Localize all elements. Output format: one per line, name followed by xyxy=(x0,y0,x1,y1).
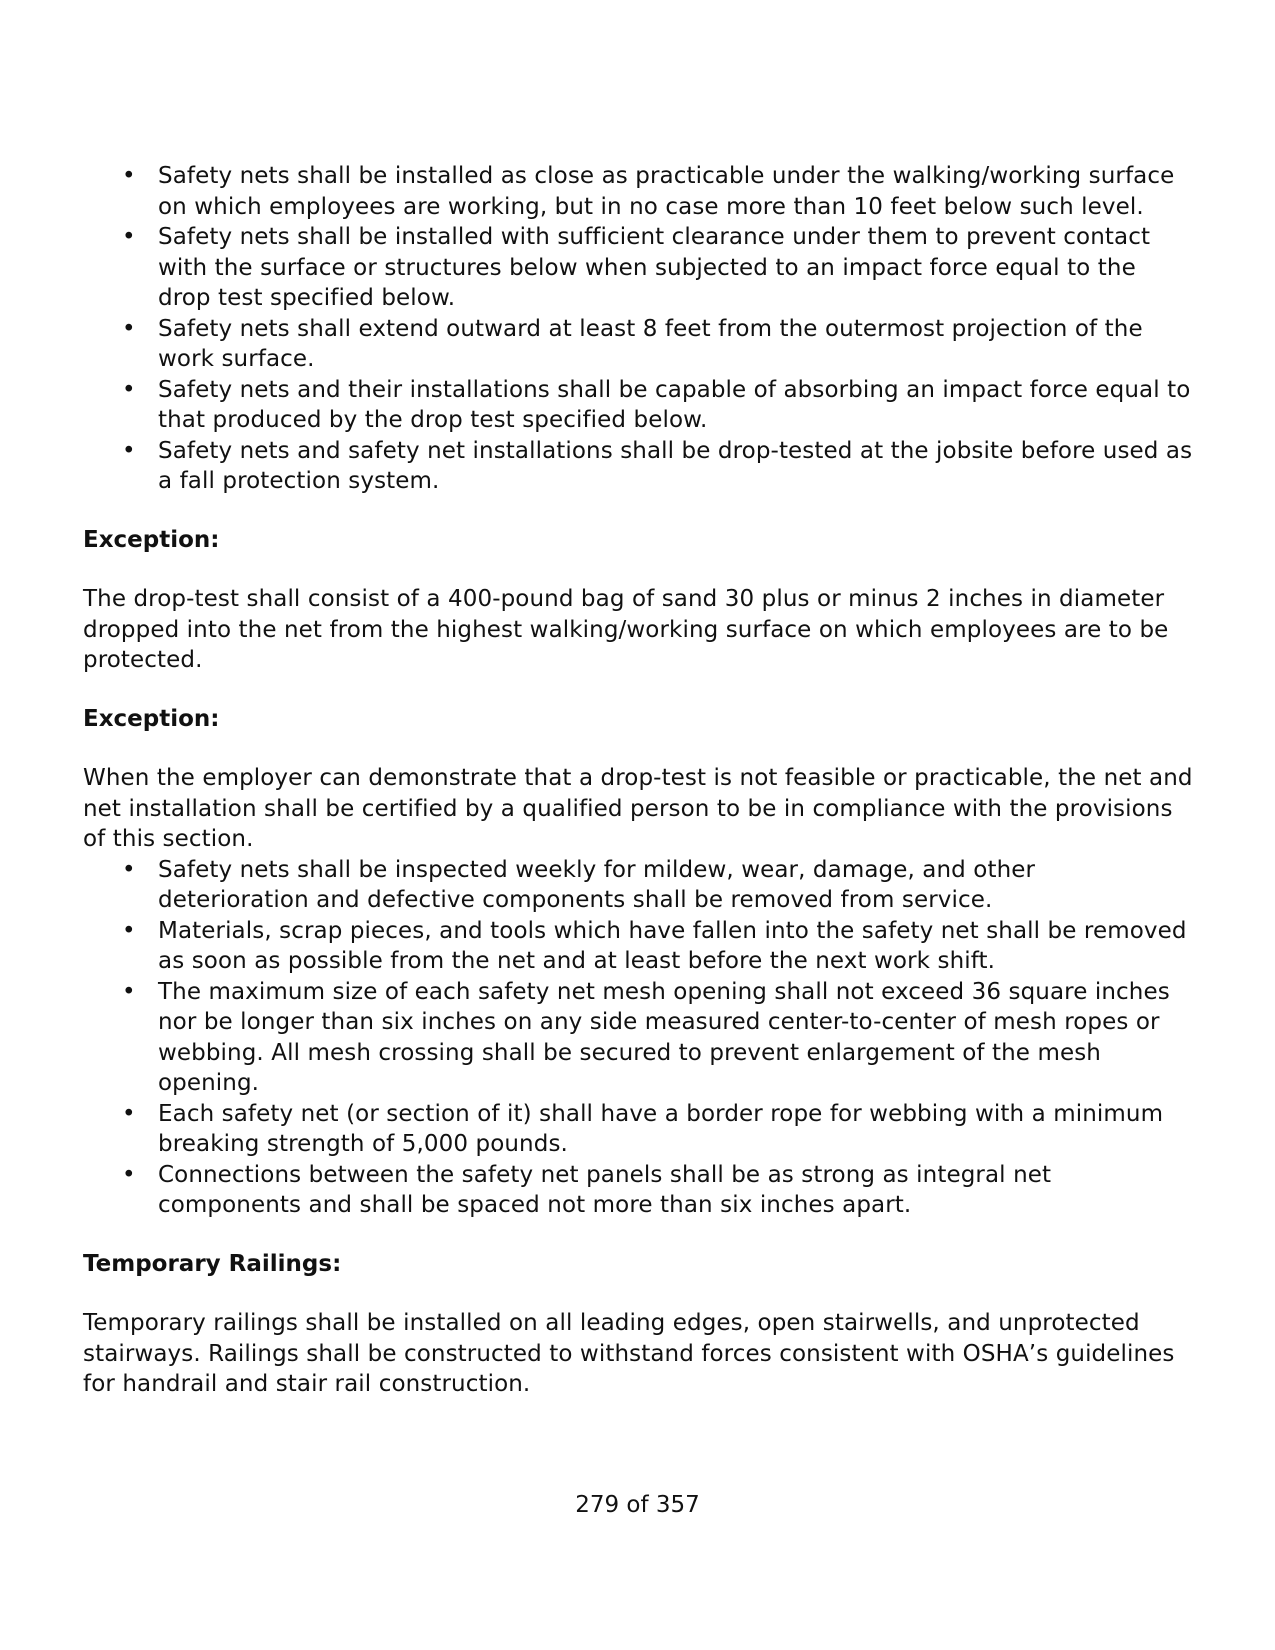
safety-net-requirements-list xyxy=(83,161,1193,497)
list-item-text: Safety nets shall be inspected weekly for mildew, wear, damage, and other deterioration and defective components shall be removed from service. xyxy=(158,856,1036,913)
list-item-text: Safety nets shall be installed with sufficient clearance under them to prevent contact with the surface or structures below when subjected to an impact force equal to the drop test specified below. xyxy=(158,224,1151,311)
list-item xyxy=(83,314,1193,375)
list-item-text: Materials, scrap pieces, and tools which have fallen into the safety net shall be removed as soon as possible from the net and at least before the next work shift. xyxy=(158,917,1187,974)
exception-heading: Exception: xyxy=(83,526,220,553)
list-item-text: Safety nets and their installations shall be capable of absorbing an impact force equal to that produced by the drop test specified below. xyxy=(158,376,1191,433)
list-item xyxy=(83,1099,1193,1160)
list-item xyxy=(83,916,1193,977)
bullet-icon: • xyxy=(122,315,136,342)
exception-paragraph: The drop-test shall consist of a 400-pound bag of sand 30 plus or minus 2 inches in diameter dropped into the net from the highest walking/working surface on which employees are to be protected. xyxy=(83,586,1169,673)
temporary-railings-heading: Temporary Railings: xyxy=(83,1250,342,1277)
list-item xyxy=(83,222,1193,314)
page-content xyxy=(83,161,1193,1400)
list-item-text: Safety nets shall be installed as close as practicable under the walking/working surface on which employees are working, but in no case more than 10 feet below such level. xyxy=(158,163,1175,220)
bullet-icon: • xyxy=(122,917,136,944)
exception-heading: Exception: xyxy=(83,705,220,732)
bullet-icon: • xyxy=(122,376,136,403)
list-item-text: Safety nets shall extend outward at least 8 feet from the outermost projection of the work surface. xyxy=(158,315,1143,372)
list-item xyxy=(83,375,1193,436)
bullet-icon: • xyxy=(122,224,136,250)
list-item xyxy=(83,1160,1193,1221)
list-item xyxy=(83,855,1193,916)
bullet-icon: • xyxy=(122,978,136,1005)
list-item xyxy=(83,977,1193,1099)
list-item xyxy=(83,161,1193,222)
list-item-text: Safety nets and safety net installations shall be drop-tested at the jobsite before used as a fall protection system. xyxy=(158,437,1193,494)
exception-paragraph: When the employer can demonstrate that a drop-test is not feasible or practicable, the net and net installation shall be certified by a qualified person to be in compliance with the provisions of this section. xyxy=(83,765,1193,852)
bullet-icon: • xyxy=(122,437,136,464)
list-item-text: Connections between the safety net panels shall be as strong as integral net components and shall be spaced not more than six inches apart. xyxy=(158,1161,1052,1218)
bullet-icon: • xyxy=(122,163,136,189)
bullet-icon: • xyxy=(122,1161,136,1188)
list-item xyxy=(83,436,1193,497)
safety-net-maintenance-list xyxy=(83,855,1193,1221)
page-number: 279 of 357 xyxy=(575,1492,700,1518)
list-item-text: The maximum size of each safety net mesh opening shall not exceed 36 square inches nor be longer than six inches on any side measured center-to-center of mesh ropes or webbing. All mesh crossing shall be secured to prevent enlargement of the mesh opening. xyxy=(158,978,1170,1096)
bullet-icon: • xyxy=(122,1100,136,1127)
list-item-text: Each safety net (or section of it) shall have a border rope for webbing with a minimum breaking strength of 5,000 pounds. xyxy=(158,1100,1164,1157)
bullet-icon: • xyxy=(122,856,136,883)
temporary-railings-paragraph: Temporary railings shall be installed on all leading edges, open stairwells, and unprotected stairways. Railings shall be constructed to withstand forces consistent with OSHA’s guidelines for handrail and stair rail construction. xyxy=(83,1310,1175,1397)
